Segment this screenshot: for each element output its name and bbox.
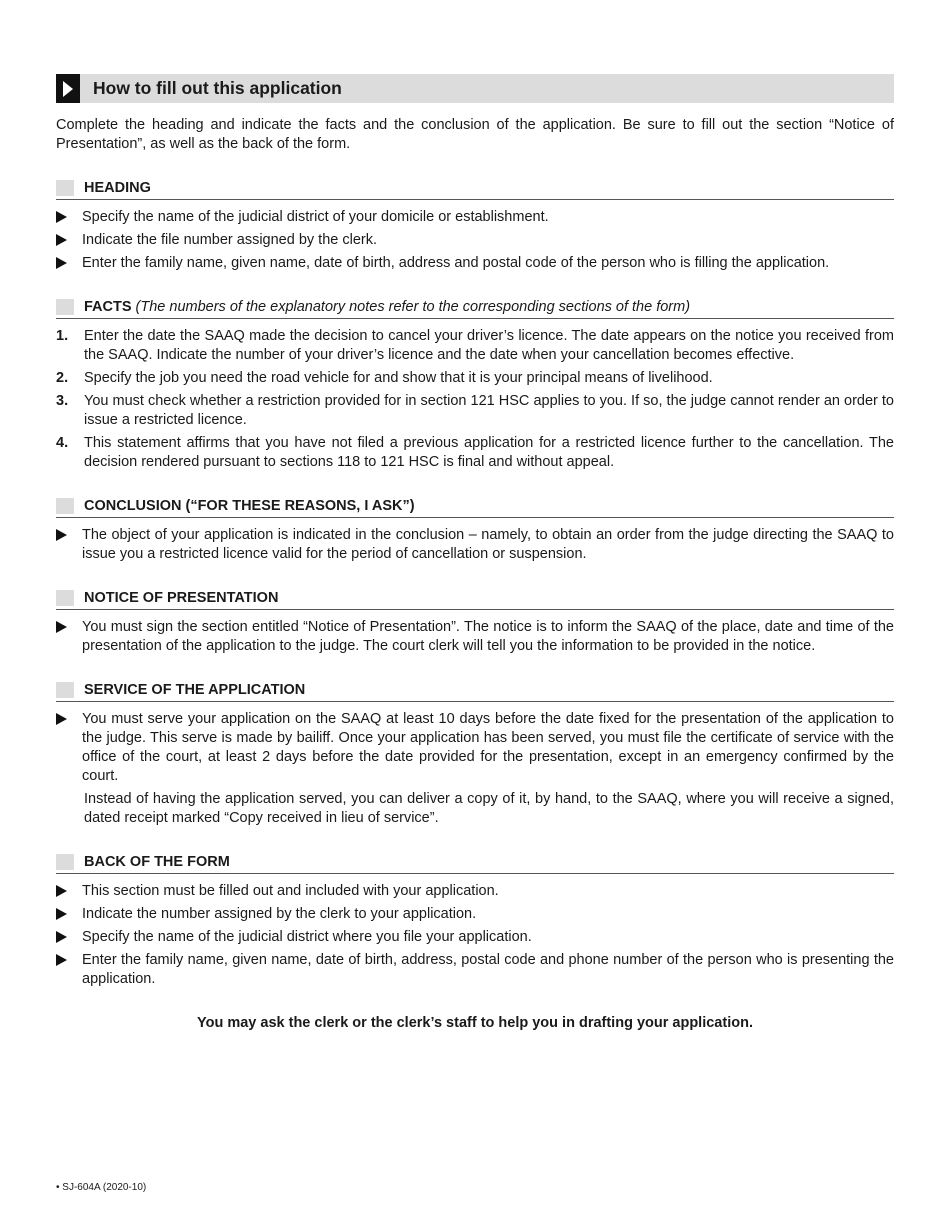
- list-item: Indicate the file number assigned by the clerk.: [56, 231, 894, 250]
- section-box-icon: [56, 180, 74, 196]
- section-service: [56, 680, 894, 828]
- section-header: [56, 680, 894, 702]
- section-box-icon: [56, 854, 74, 870]
- list-item: Indicate the number assigned by the clerk to your application.: [56, 905, 894, 924]
- list-item: Specify the name of the judicial district of your domicile or establishment.: [56, 208, 894, 227]
- closing-note: You may ask the clerk or the clerk’s staff to help you in drafting your application.: [197, 1015, 753, 1031]
- section-box-icon: [56, 498, 74, 514]
- numbered-item: 2. Specify the job you need the road vehicle for and show that it is your principal means of livelihood.: [56, 370, 713, 386]
- section-heading: [56, 178, 894, 273]
- list-item: Specify the name of the judicial district where you file your application.: [56, 928, 894, 947]
- service-note-paragraph: Instead of having the application served, you can deliver a copy of it, by hand, to the SAAQ, where you will receive a signed, dated receipt marked “Copy received in lieu of service”.: [84, 791, 894, 826]
- list-item: This section must be filled out and included with your application.: [56, 882, 894, 901]
- bullet-arrow-icon: [56, 954, 67, 966]
- section-title: NOTICE OF PRESENTATION: [84, 589, 279, 606]
- section-header: [56, 297, 894, 319]
- page-title: How to fill out this application: [93, 78, 342, 98]
- section-back: [56, 852, 894, 989]
- section-header: [56, 496, 894, 518]
- section-title: CONCLUSION (“FOR THESE REASONS, I ASK”): [84, 497, 415, 514]
- bullet-arrow-icon: [56, 257, 67, 269]
- numbered-item: 3. You must check whether a restriction provided for in section 121 HSC applies to you. If so, the judge cannot render an order to issue a restricted licence.: [56, 393, 894, 428]
- section-notice: [56, 588, 894, 656]
- section-box-icon: [56, 682, 74, 698]
- title-bar: [56, 74, 894, 103]
- section-title: FACTS: [84, 298, 132, 315]
- section-conclusion: [56, 496, 894, 564]
- bullet-arrow-icon: [56, 621, 67, 633]
- numbered-item: 4. This statement affirms that you have not filed a previous application for a restricted licence further to the cancellation. The decision rendered pursuant to sections 118 to 121 HSC is final and without appeal.: [56, 435, 894, 470]
- bullet-arrow-icon: [56, 885, 67, 897]
- section-note: (The numbers of the explanatory notes refer to the corresponding sections of the form): [135, 298, 691, 315]
- bullet-arrow-icon: [56, 713, 67, 725]
- section-box-icon: [56, 590, 74, 606]
- section-title: HEADING: [84, 179, 151, 196]
- bullet-arrow-icon: [56, 931, 67, 943]
- section-header: [56, 588, 894, 610]
- section-header: [56, 178, 894, 200]
- list-item: Enter the family name, given name, date of birth, address and postal code of the person who is filling the application.: [56, 254, 894, 273]
- list-item: The object of your application is indicated in the conclusion – namely, to obtain an order from the judge directing the SAAQ to issue you a restricted licence valid for the period of cancellation or suspension.: [56, 526, 894, 564]
- arrow-right-icon: [56, 74, 80, 103]
- intro-paragraph: Complete the heading and indicate the facts and the conclusion of the application. Be sure to fill out the section “Notice of Presentation”, as well as the back of the form.: [56, 117, 894, 152]
- bullet-arrow-icon: [56, 908, 67, 920]
- list-item: You must serve your application on the SAAQ at least 10 days before the date fixed for the presentation of the application to the judge. This serve is made by bailiff. Once your application has been served, you must file the certificate of service with the office of the court, at least 2 days before the date provided for the presentation, except in an emergency confirmed by the court.: [56, 710, 894, 786]
- instructions-page: [56, 74, 894, 1031]
- bullet-arrow-icon: [56, 234, 67, 246]
- section-header: [56, 852, 894, 874]
- bullet-arrow-icon: [56, 211, 67, 223]
- section-facts: [56, 297, 894, 472]
- section-title: SERVICE OF THE APPLICATION: [84, 681, 306, 698]
- list-item: You must sign the section entitled “Notice of Presentation”. The notice is to inform the SAAQ of the place, date and time of the presentation of the application to the judge. The court clerk will tell you the information to be provided in the notice.: [56, 618, 894, 656]
- section-box-icon: [56, 299, 74, 315]
- form-code: • SJ-604A (2020-10): [56, 1182, 147, 1193]
- section-title: BACK OF THE FORM: [84, 853, 230, 870]
- numbered-item: 1. Enter the date the SAAQ made the decision to cancel your driver’s licence. The date appears on the notice you received from the SAAQ. Indicate the number of your driver’s licence and the date when your cancellation becomes effective.: [56, 328, 894, 363]
- bullet-arrow-icon: [56, 529, 67, 541]
- list-item: Enter the family name, given name, date of birth, address, postal code and phone number of the person who is presenting the application.: [56, 951, 894, 989]
